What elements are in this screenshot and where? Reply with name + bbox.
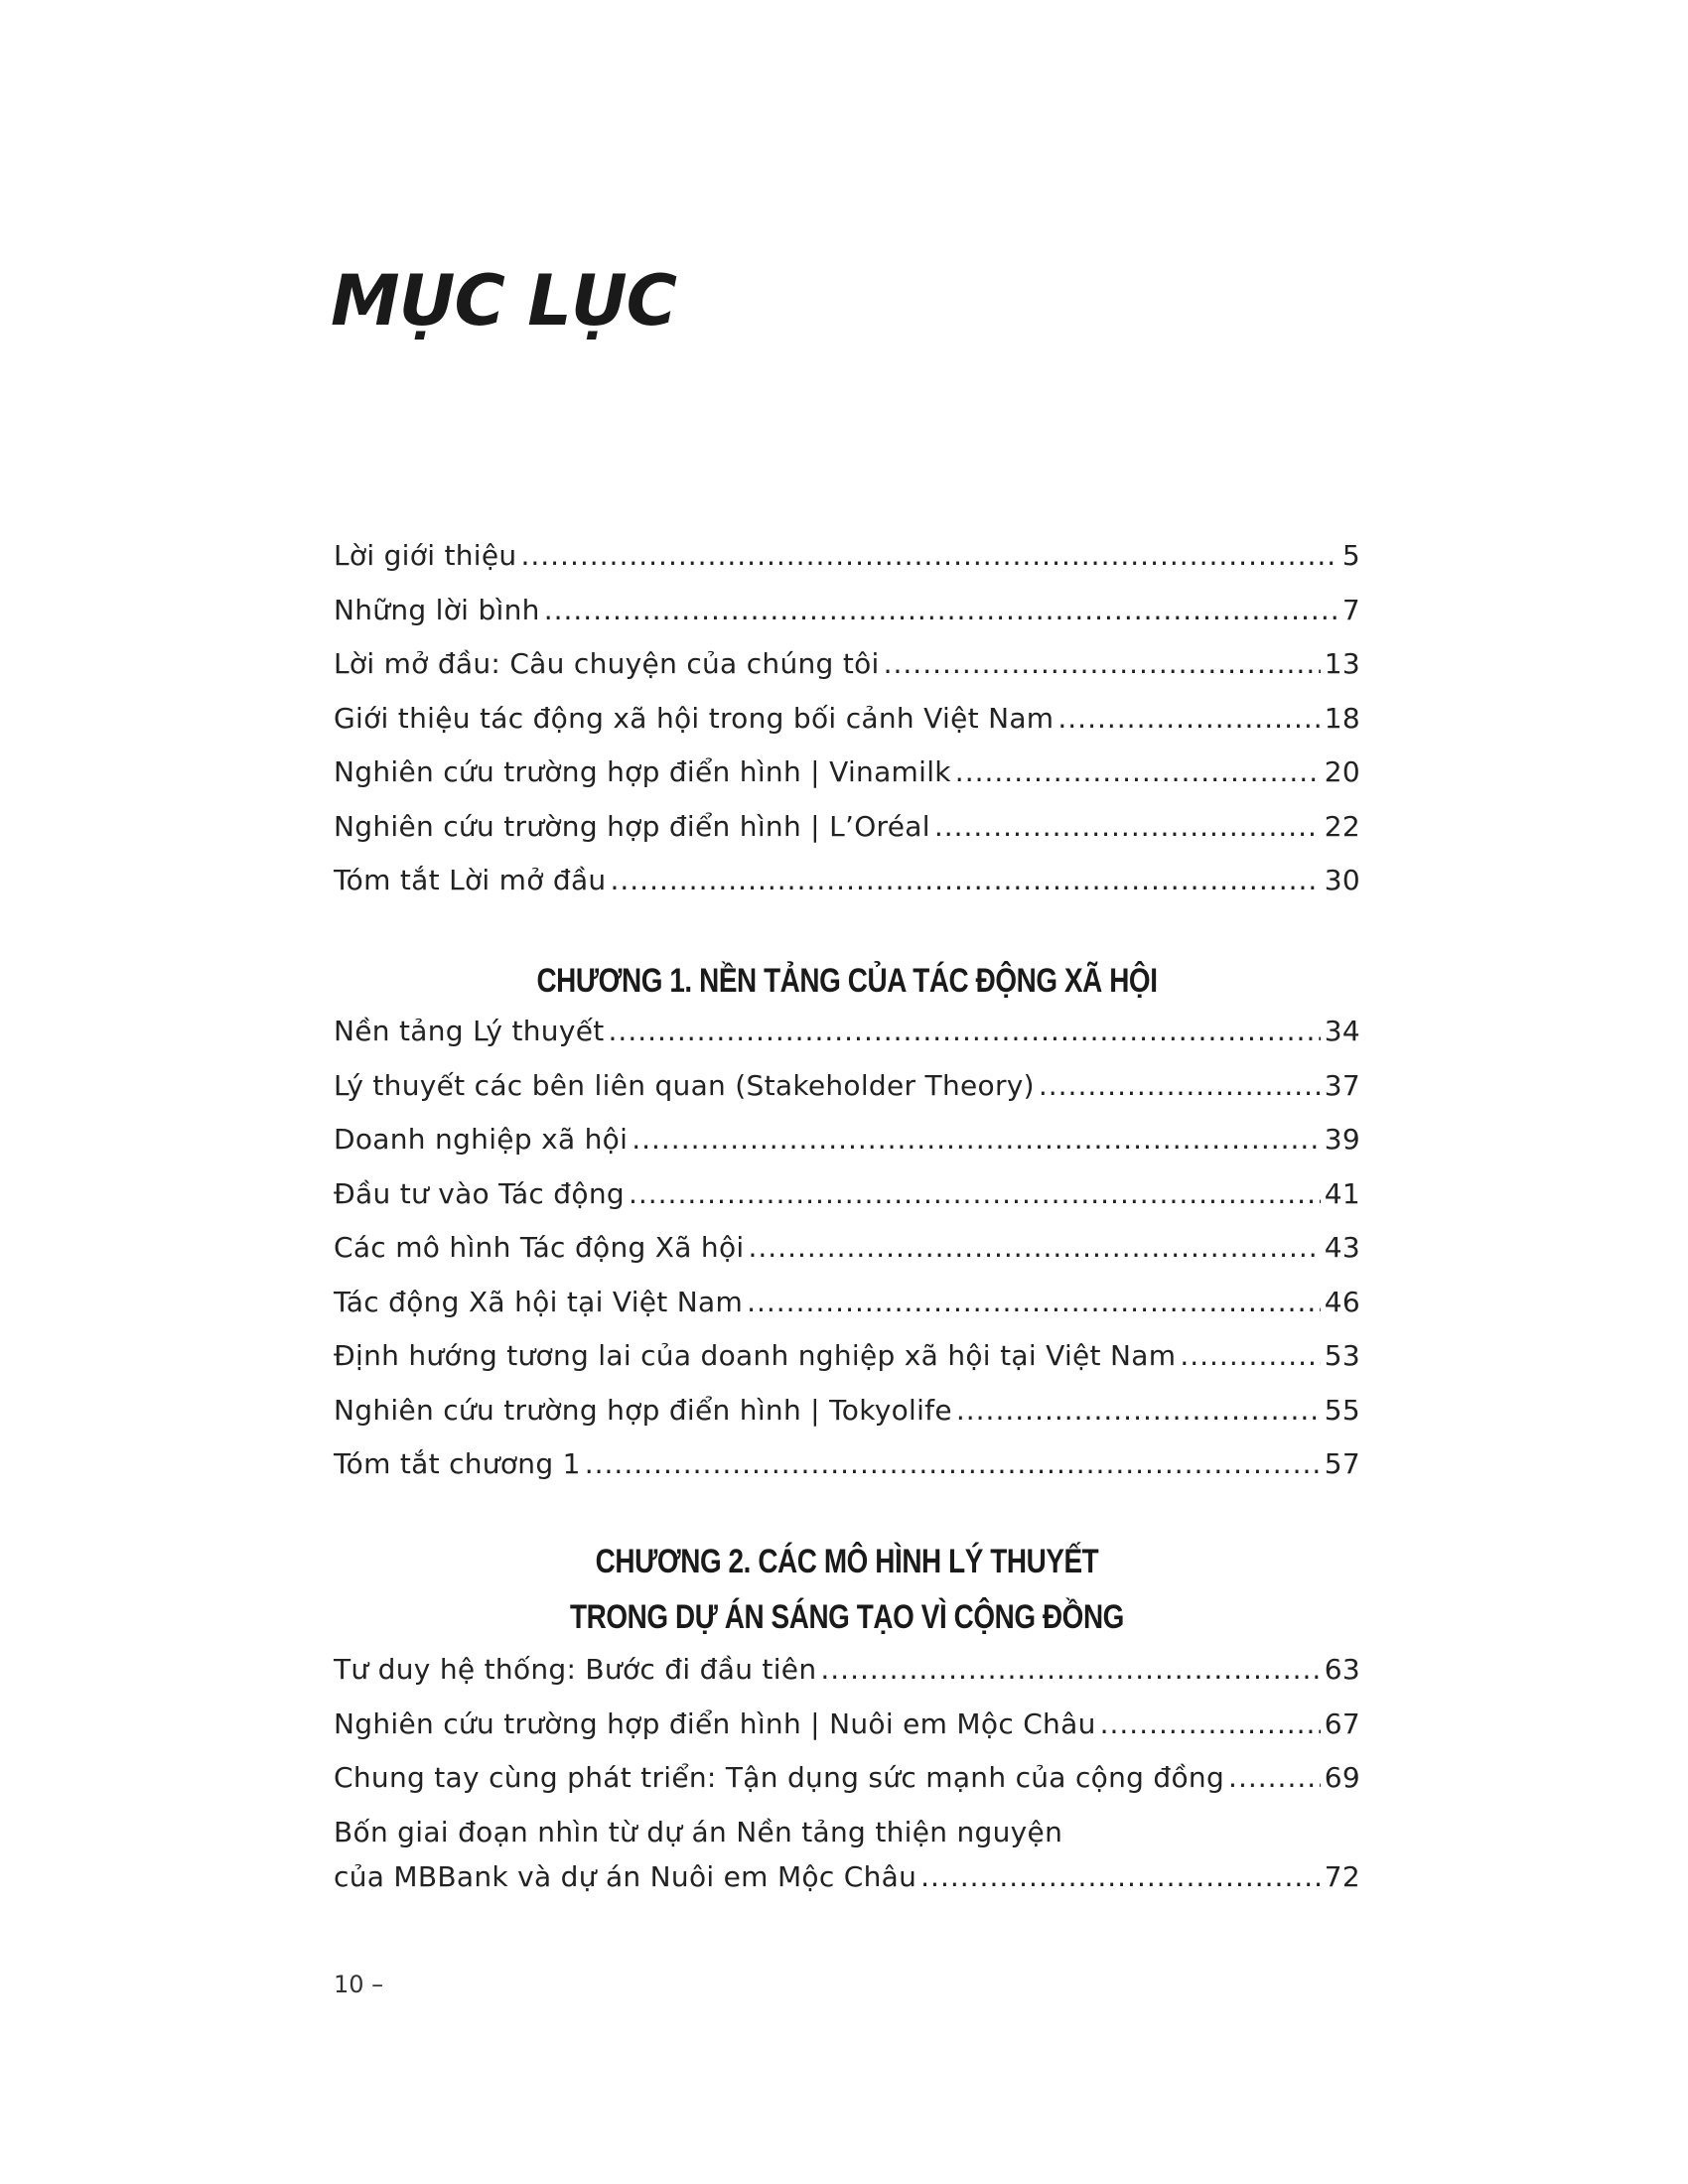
chapter-2-heading-line2: TRONG DỰ ÁN SÁNG TẠO VÌ CỘNG ĐỒNG <box>570 1598 1124 1636</box>
dot-leader <box>1100 1707 1321 1740</box>
dot-leader <box>820 1653 1320 1686</box>
toc-entry[interactable] <box>334 1015 1360 1069</box>
toc-entry[interactable] <box>334 755 1360 810</box>
toc-entry-title: Doanh nghiệp xã hội <box>334 1123 629 1156</box>
chapter-2-heading-line1: CHƯƠNG 2. CÁC MÔ HÌNH LÝ THUYẾT <box>595 1543 1099 1580</box>
toc-front-matter <box>334 539 1360 918</box>
toc-entry-title-line1: Bốn giai đoạn nhìn từ dự án Nền tảng thiện nguyện <box>334 1815 1063 1848</box>
dot-leader <box>956 1394 1321 1427</box>
toc-entry-page: 43 <box>1324 1231 1360 1264</box>
chapter-2-heading <box>426 1534 1268 1645</box>
toc-entry[interactable] <box>334 1069 1360 1124</box>
toc-entry-page: 46 <box>1324 1285 1360 1318</box>
toc-entry[interactable] <box>334 594 1360 648</box>
toc-entry-title: Lời mở đầu: Câu chuyện của chúng tôi <box>334 647 880 680</box>
toc-entry-multiline[interactable] <box>334 1816 1360 1893</box>
toc-entry[interactable] <box>334 647 1360 702</box>
toc-chapter-2 <box>334 1653 1360 1893</box>
toc-entry-page: 30 <box>1324 864 1360 896</box>
toc-entry-title-line2: của MBBank và dự án Nuôi em Mộc Châu <box>334 1859 917 1893</box>
dot-leader <box>585 1447 1321 1480</box>
toc-entry-title: Tác động Xã hội tại Việt Nam <box>334 1285 744 1318</box>
dot-leader <box>747 1286 1321 1318</box>
toc-entry-page: 57 <box>1324 1447 1360 1480</box>
dot-leader <box>1039 1069 1321 1102</box>
toc-entry-title: Tóm tắt Lời mở đầu <box>334 864 607 896</box>
dot-leader <box>920 1860 1321 1893</box>
chapter-1-heading: CHƯƠNG 1. NỀN TẢNG CỦA TÁC ĐỘNG XÃ HỘI <box>536 962 1158 1000</box>
toc-entry-title: Lý thuyết các bên liên quan (Stakeholder Theory) <box>334 1068 1035 1102</box>
page-number-footer: 10 – <box>334 1971 384 1998</box>
toc-entry-title: Chung tay cùng phát triển: Tận dụng sức mạnh của cộng đồng <box>334 1761 1225 1794</box>
toc-entry-line2 <box>334 1860 1360 1893</box>
toc-entry-page: 18 <box>1324 701 1360 735</box>
toc-entry-title: Các mô hình Tác động Xã hội <box>334 1231 745 1264</box>
page-title: MỤC LỤC <box>331 260 677 341</box>
toc-entry[interactable] <box>334 1653 1360 1707</box>
dot-leader <box>610 864 1320 896</box>
dot-leader <box>609 1015 1321 1047</box>
toc-entry-title: Nghiên cứu trường hợp điển hình | Vinamilk <box>334 755 951 788</box>
toc-entry[interactable] <box>334 810 1360 865</box>
toc-entry-title: Giới thiệu tác động xã hội trong bối cảnh Việt Nam <box>334 701 1055 735</box>
dot-leader <box>1180 1339 1320 1372</box>
dot-leader <box>934 810 1321 843</box>
toc-entry[interactable] <box>334 539 1360 594</box>
toc-entry-title: Tư duy hệ thống: Bước đi đầu tiên <box>334 1653 817 1686</box>
toc-entry-page: 63 <box>1324 1653 1360 1686</box>
toc-entry-page: 7 <box>1341 593 1360 626</box>
dot-leader <box>1228 1761 1321 1794</box>
toc-entry-page: 55 <box>1324 1393 1360 1427</box>
dot-leader <box>1057 702 1320 735</box>
toc-entry[interactable] <box>334 1123 1360 1177</box>
dot-leader <box>884 647 1321 680</box>
dot-leader <box>955 755 1321 788</box>
toc-entry[interactable] <box>334 1177 1360 1232</box>
toc-entry[interactable] <box>334 1394 1360 1448</box>
toc-chapter-1 <box>334 1015 1360 1502</box>
toc-entry[interactable] <box>334 702 1360 756</box>
toc-entry-page: 72 <box>1324 1859 1360 1893</box>
toc-entry[interactable] <box>334 1231 1360 1286</box>
dot-leader <box>629 1177 1321 1210</box>
toc-entry-page: 37 <box>1324 1068 1360 1102</box>
toc-entry[interactable] <box>334 864 1360 918</box>
toc-entry[interactable] <box>334 1447 1360 1502</box>
toc-entry-page: 67 <box>1324 1706 1360 1740</box>
dot-leader <box>520 539 1337 572</box>
dot-leader <box>632 1123 1321 1156</box>
toc-entry-page: 39 <box>1324 1123 1360 1156</box>
toc-entry[interactable] <box>334 1761 1360 1816</box>
toc-entry[interactable] <box>334 1707 1360 1762</box>
toc-entry-page: 22 <box>1324 809 1360 843</box>
dot-leader <box>748 1231 1320 1264</box>
dot-leader <box>544 594 1338 626</box>
toc-entry[interactable] <box>334 1286 1360 1340</box>
toc-entry-title: Những lời bình <box>334 593 540 626</box>
toc-entry-title: Nghiên cứu trường hợp điển hình | L’Oréal <box>334 809 930 843</box>
toc-entry-page: 69 <box>1324 1761 1360 1794</box>
toc-entry-title: Tóm tắt chương 1 <box>334 1447 581 1480</box>
toc-entry-page: 34 <box>1324 1015 1360 1047</box>
toc-entry-page: 5 <box>1341 539 1360 572</box>
toc-entry-page: 41 <box>1324 1176 1360 1210</box>
toc-entry-title: Đầu tư vào Tác động <box>334 1176 625 1210</box>
toc-entry-title: Nền tảng Lý thuyết <box>334 1015 605 1047</box>
toc-entry-page: 53 <box>1324 1339 1360 1372</box>
toc-entry-title: Nghiên cứu trường hợp điển hình | Tokyolife <box>334 1393 952 1427</box>
toc-entry-page: 20 <box>1324 755 1360 788</box>
toc-entry-title: Nghiên cứu trường hợp điển hình | Nuôi em Mộc Châu <box>334 1706 1096 1740</box>
toc-entry-title: Lời giới thiệu <box>334 539 517 572</box>
toc-entry[interactable] <box>334 1339 1360 1394</box>
toc-entry-page: 13 <box>1324 647 1360 680</box>
toc-entry-title: Định hướng tương lai của doanh nghiệp xã hội tại Việt Nam <box>334 1339 1177 1372</box>
